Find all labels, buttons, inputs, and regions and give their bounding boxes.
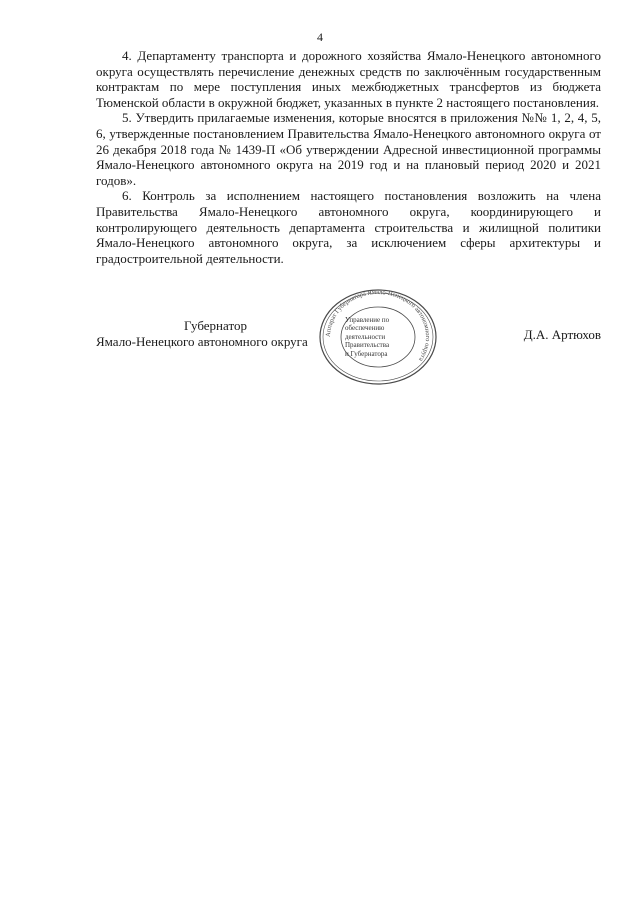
paragraph-6: 6. Контроль за исполнением настоящего постановления возложить на члена Правительства Ямало-Ненецкого автономного округа, координирующего и контролирующего деятельность департамента строительства и жилищной политики Ямало-Ненецкого автономного округа, за исключением сферы архитектуры и градостроительной деятельности.: [96, 188, 601, 266]
seal-line: и Губернатора: [345, 349, 388, 358]
seal-ring-text: Аппарат Губернатора Ямало-Ненецкого автономного округа: [324, 288, 432, 363]
seal-line: Правительства: [345, 341, 390, 350]
signature-name: Д.А. Артюхов: [523, 327, 601, 342]
seal-line: обеспечению: [345, 324, 385, 333]
paragraph-5: 5. Утвердить прилагаемые изменения, которые вносятся в приложения №№ 1, 2, 4, 5, 6, утвержденные постановлением Правительства Ямало-Ненецкого автономного округа от 26 декабря 2018 года № 1439-П «Об утверждении Адресной инвестиционной программы Ямало-Ненецкого автономного округа на 2019 год и на плановый период 2020 и 2021 годов».: [96, 110, 601, 188]
seal-line: Управление по: [345, 316, 390, 324]
seal-center-text: [345, 316, 419, 358]
page-number: 4: [317, 30, 323, 44]
paragraph-4: 4. Департаменту транспорта и дорожного хозяйства Ямало-Ненецкого автономного округа осуществлять перечисление денежных средств по заключённым государственным контрактам по мере поступления иных межбюджетных трансфертов из бюджета Тюменской области в окружной бюджет, указанных в пункте 2 настоящего постановления.: [96, 48, 601, 110]
document-body: [96, 48, 601, 266]
signature-subtitle: Ямало-Ненецкого автономного округа: [96, 333, 308, 349]
signature-title: Губернатор: [184, 318, 247, 333]
seal-line: деятельности: [345, 332, 386, 341]
